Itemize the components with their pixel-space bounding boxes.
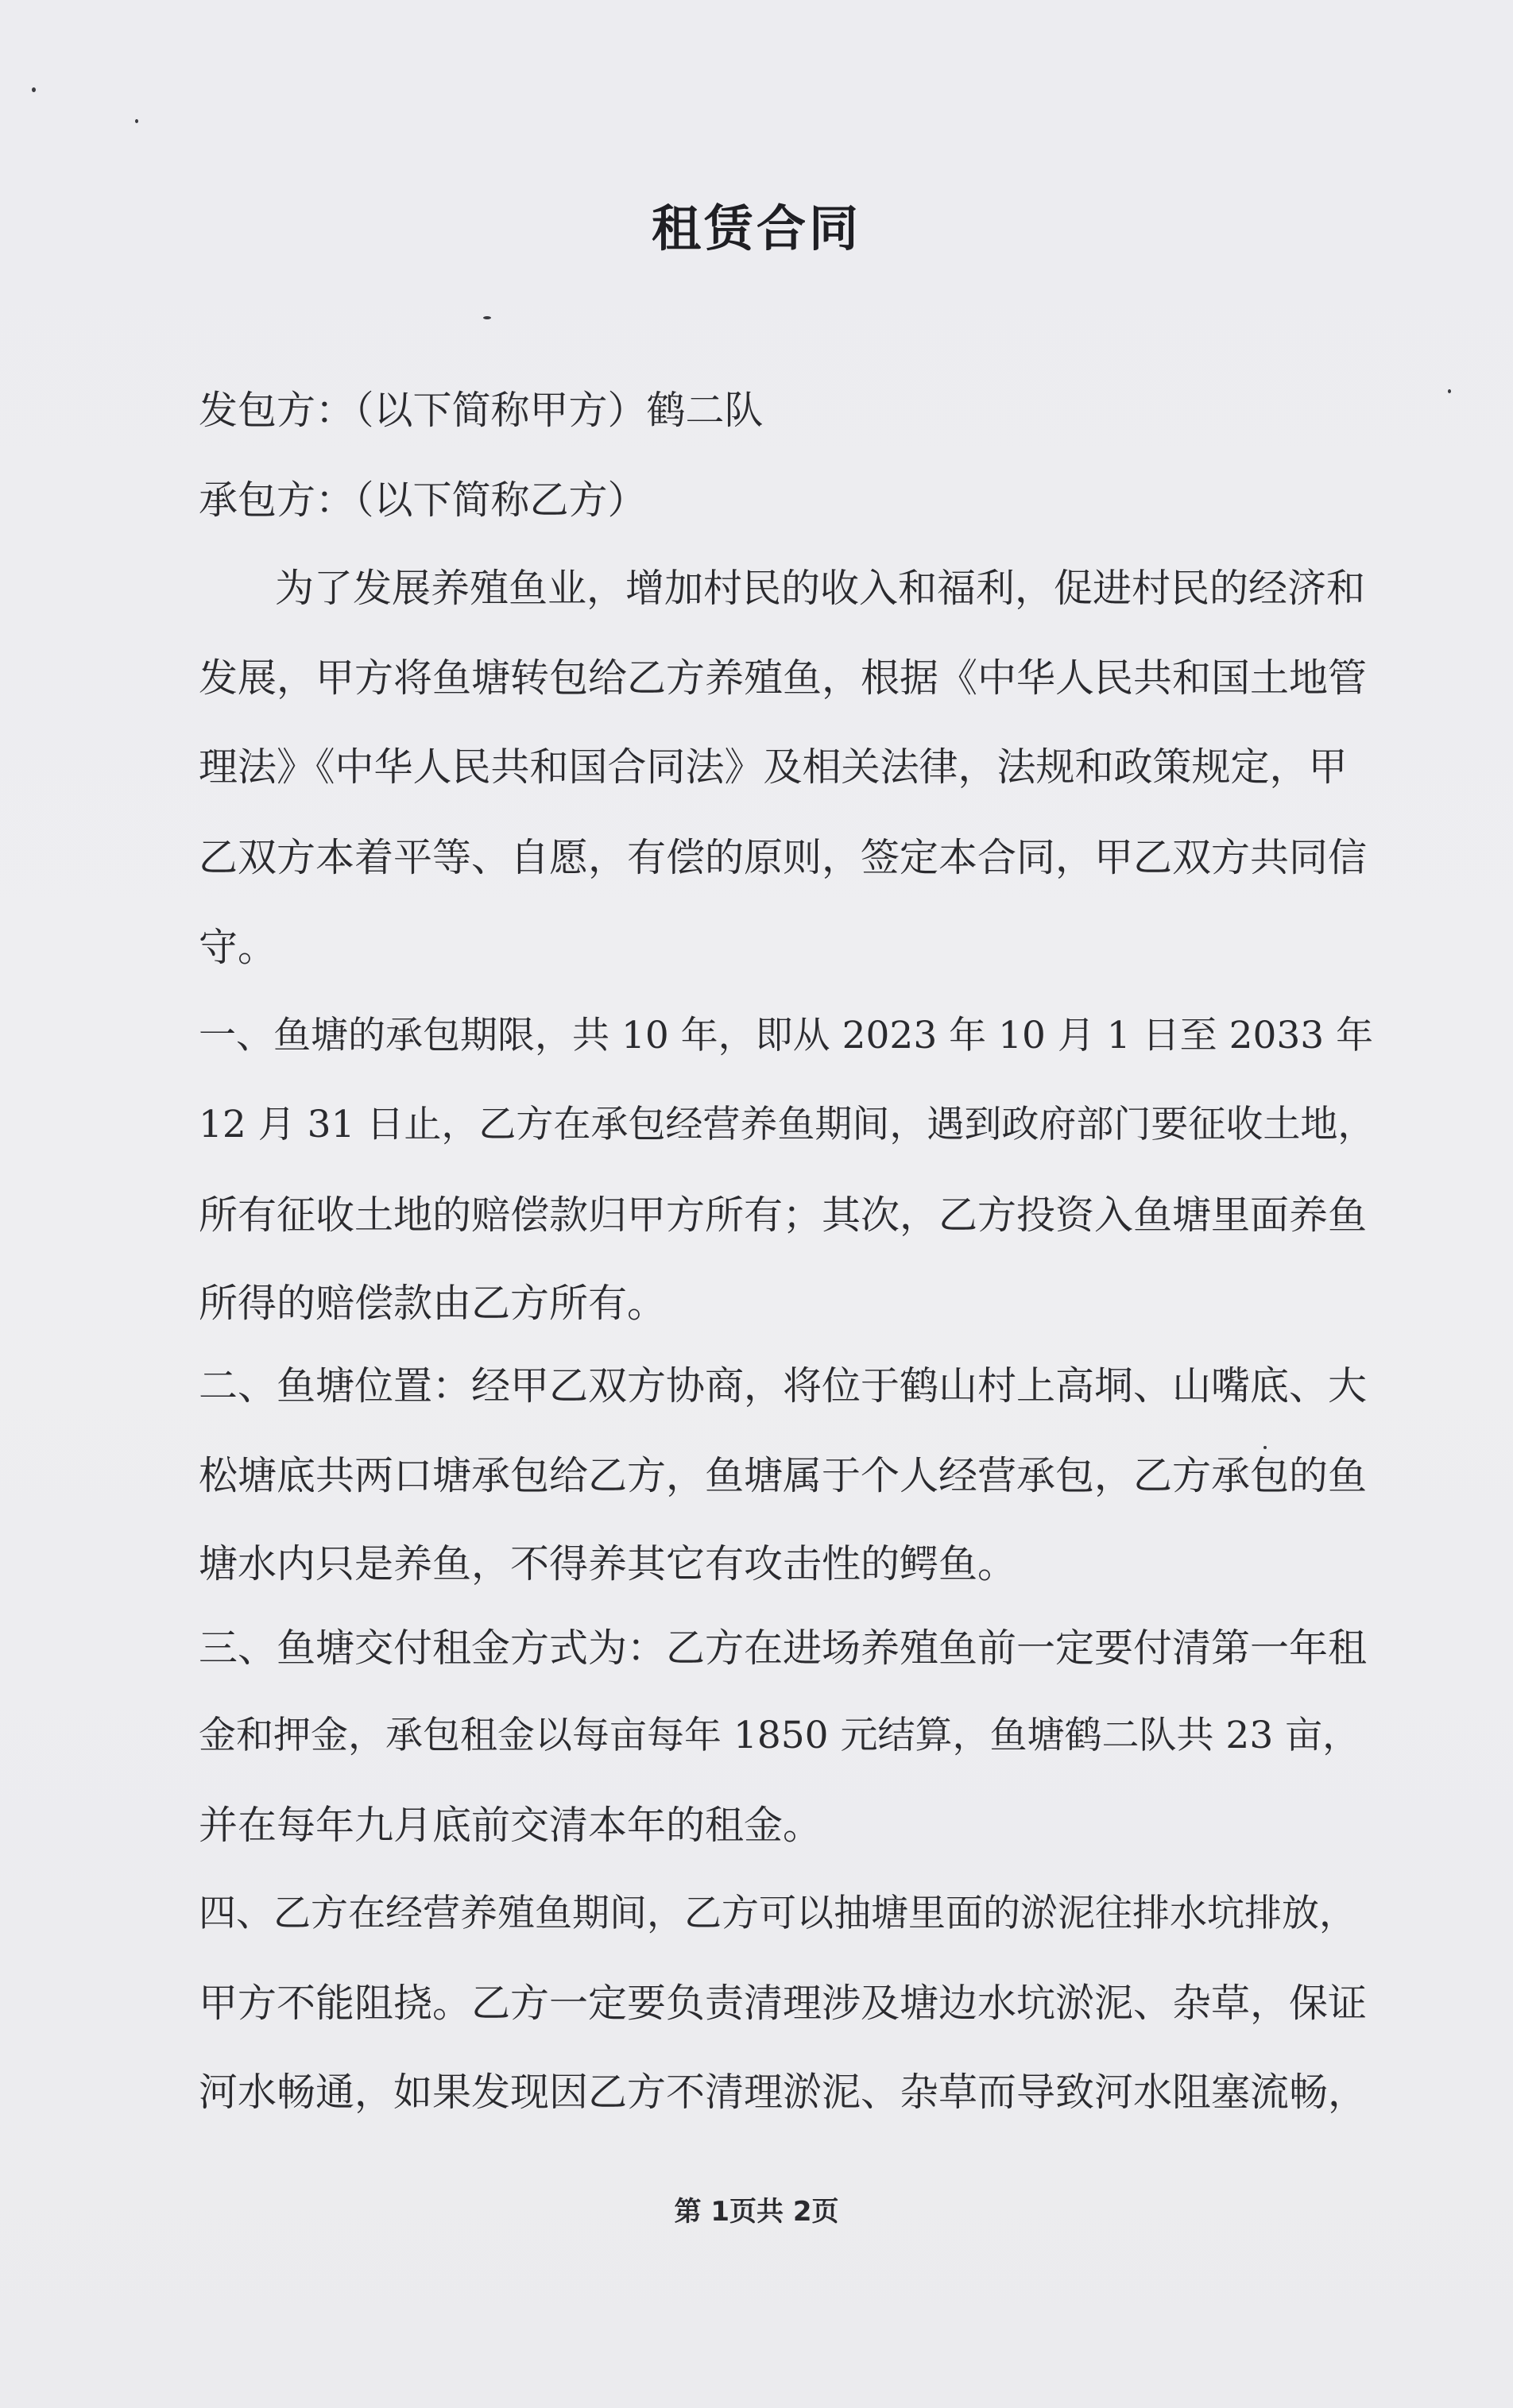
clause-1-line: 12 月 31 日止，乙方在承包经营养鱼期间，遇到政府部门要征收土地， (199, 1103, 1376, 1146)
clause-4-line: 甲方不能阻挠。乙方一定要负责清理涉及塘边水坑淤泥、杂草，保证 (199, 1981, 1368, 2026)
body-line: 为了发展养殖鱼业，增加村民的收入和福利，促进村民的经济和 (275, 566, 1366, 611)
clause-1-line: 一、鱼塘的承包期限，共 10 年，即从 2023 年 10 月 1 日至 2033 年 (199, 1014, 1374, 1057)
clause-2-line: 二、鱼塘位置：经甲乙双方协商，将位于鹤山村上高垌、山嘴底、大 (199, 1363, 1368, 1409)
document-title: 租赁合同 (651, 199, 861, 257)
scan-speck (135, 119, 138, 123)
clause-2-line: 塘水内只是养鱼，不得养其它有攻击性的鳄鱼。 (199, 1541, 1017, 1587)
clause-4-line: 河水畅通，如果发现因乙方不清理淤泥、杂草而导致河水阻塞流畅， (199, 2070, 1368, 2115)
page-number-footer: 第 1页共 2页 (674, 2196, 839, 2228)
clause-3-line: 三、鱼塘交付租金方式为：乙方在进场养殖鱼前一定要付清第一年租 (199, 1625, 1368, 1671)
scan-speck (32, 87, 36, 92)
body-line: 理法》《中华人民共和国合同法》及相关法律，法规和政策规定，甲 (199, 744, 1348, 790)
clause-2-line: 松塘底共两口塘承包给乙方，鱼塘属于个人经营承包，乙方承包的鱼 (199, 1453, 1368, 1498)
body-line: 乙双方本着平等、自愿，有偿的原则，签定本合同，甲乙双方共同信 (199, 835, 1368, 880)
scan-speck (1263, 1446, 1267, 1449)
party-b-line: 承包方：（以下简称乙方） (199, 477, 647, 523)
clause-3-line: 金和押金，承包租金以每亩每年 1850 元结算，鱼塘鹤二队共 23 亩， (199, 1714, 1360, 1757)
clause-3-line: 并在每年九月底前交清本年的租金。 (199, 1803, 822, 1848)
clause-4-line: 四、乙方在经营养殖鱼期间，乙方可以抽塘里面的淤泥往排水坑排放， (199, 1892, 1356, 1935)
body-line: 守。 (199, 925, 277, 970)
party-a-line: 发包方：（以下简称甲方）鹤二队 (199, 388, 764, 433)
scan-speck (483, 316, 491, 319)
clause-1-line: 所有征收土地的赔偿款归甲方所有；其次，乙方投资入鱼塘里面养鱼 (199, 1192, 1368, 1238)
body-line: 发展，甲方将鱼塘转包给乙方养殖鱼，根据《中华人民共和国土地管 (199, 655, 1368, 701)
clause-1-line: 所得的赔偿款由乙方所有。 (199, 1281, 667, 1326)
scan-speck (1448, 389, 1451, 393)
